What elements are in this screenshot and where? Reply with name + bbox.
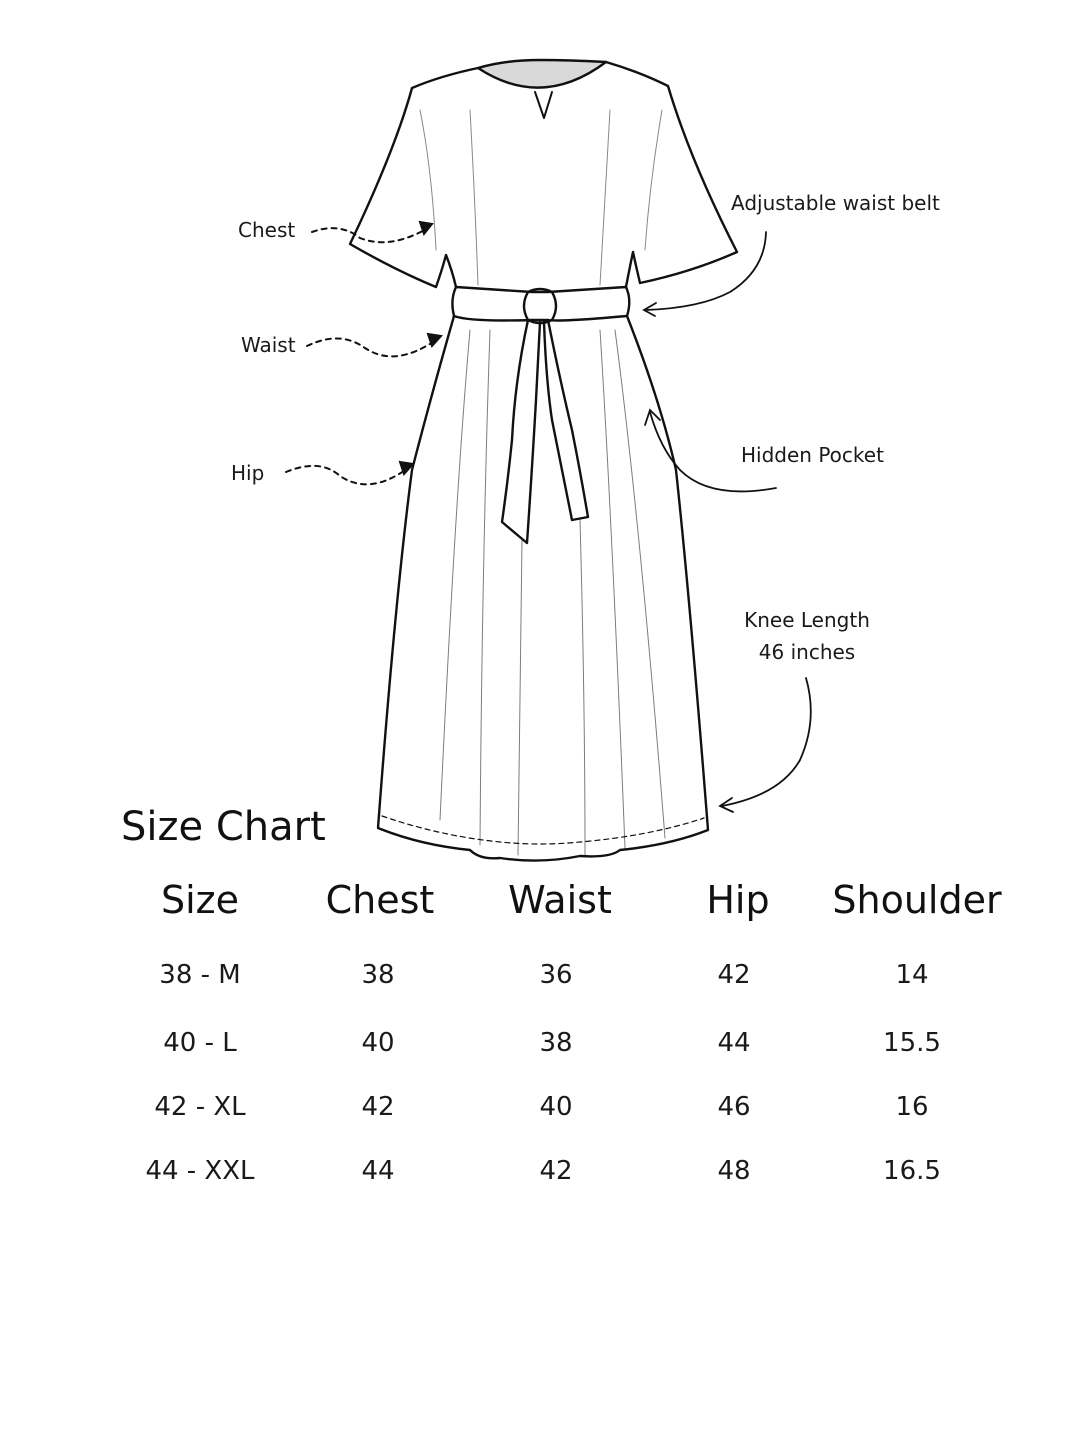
cell-hip: 44 (717, 1028, 751, 1058)
cell-size: 38 - M (159, 960, 241, 990)
cell-hip: 46 (717, 1092, 751, 1122)
header-waist: Waist (508, 878, 612, 922)
cell-hip: 42 (717, 960, 751, 990)
waist-label: Waist (241, 333, 296, 357)
belt-tail-left (502, 320, 540, 543)
header-chest: Chest (325, 878, 435, 922)
length-label-line2: 46 inches (758, 640, 856, 664)
belt-label: Adjustable waist belt (731, 191, 940, 215)
table-row (110, 1028, 1010, 1078)
cell-waist: 38 (539, 1028, 573, 1058)
cell-size: 44 - XXL (145, 1156, 255, 1186)
belt-tail-right (544, 320, 588, 520)
cell-chest: 42 (361, 1092, 395, 1122)
cell-waist: 42 (539, 1156, 573, 1186)
cell-waist: 36 (539, 960, 573, 990)
belt-knot (524, 289, 556, 323)
cell-chest: 38 (361, 960, 395, 990)
length-label (728, 604, 886, 668)
cell-size: 42 - XL (154, 1092, 246, 1122)
length-label-line1: Knee Length (744, 608, 870, 632)
cell-shoulder: 16.5 (883, 1156, 941, 1186)
chest-arrow (312, 228, 428, 242)
cell-waist: 40 (539, 1092, 573, 1122)
chest-label: Chest (238, 218, 296, 242)
waist-arrow (307, 338, 436, 356)
cell-chest: 44 (361, 1156, 395, 1186)
cell-chest: 40 (361, 1028, 395, 1058)
table-row (110, 1156, 1010, 1206)
header-hip: Hip (706, 878, 770, 922)
skirt-outline (378, 316, 708, 861)
pocket-label: Hidden Pocket (741, 443, 884, 467)
table-header-row (110, 878, 1010, 928)
cell-size: 40 - L (163, 1028, 237, 1058)
neck-slit (535, 92, 552, 118)
table-row (110, 1092, 1010, 1142)
length-arrow (722, 678, 811, 806)
bodice-outline (350, 62, 737, 287)
hem-stitch (382, 816, 704, 844)
cell-shoulder: 15.5 (883, 1028, 941, 1058)
cell-hip: 48 (717, 1156, 751, 1186)
belt (452, 287, 629, 321)
hip-label: Hip (231, 461, 265, 485)
cell-shoulder: 16 (895, 1092, 929, 1122)
hip-arrow (286, 466, 408, 484)
size-chart-title: Size Chart (121, 804, 326, 850)
header-size: Size (160, 878, 239, 922)
cell-shoulder: 14 (895, 960, 929, 990)
neckline (478, 60, 606, 88)
header-shoulder: Shoulder (832, 878, 1002, 922)
table-row (110, 960, 1010, 1010)
belt-arrow (646, 232, 766, 310)
